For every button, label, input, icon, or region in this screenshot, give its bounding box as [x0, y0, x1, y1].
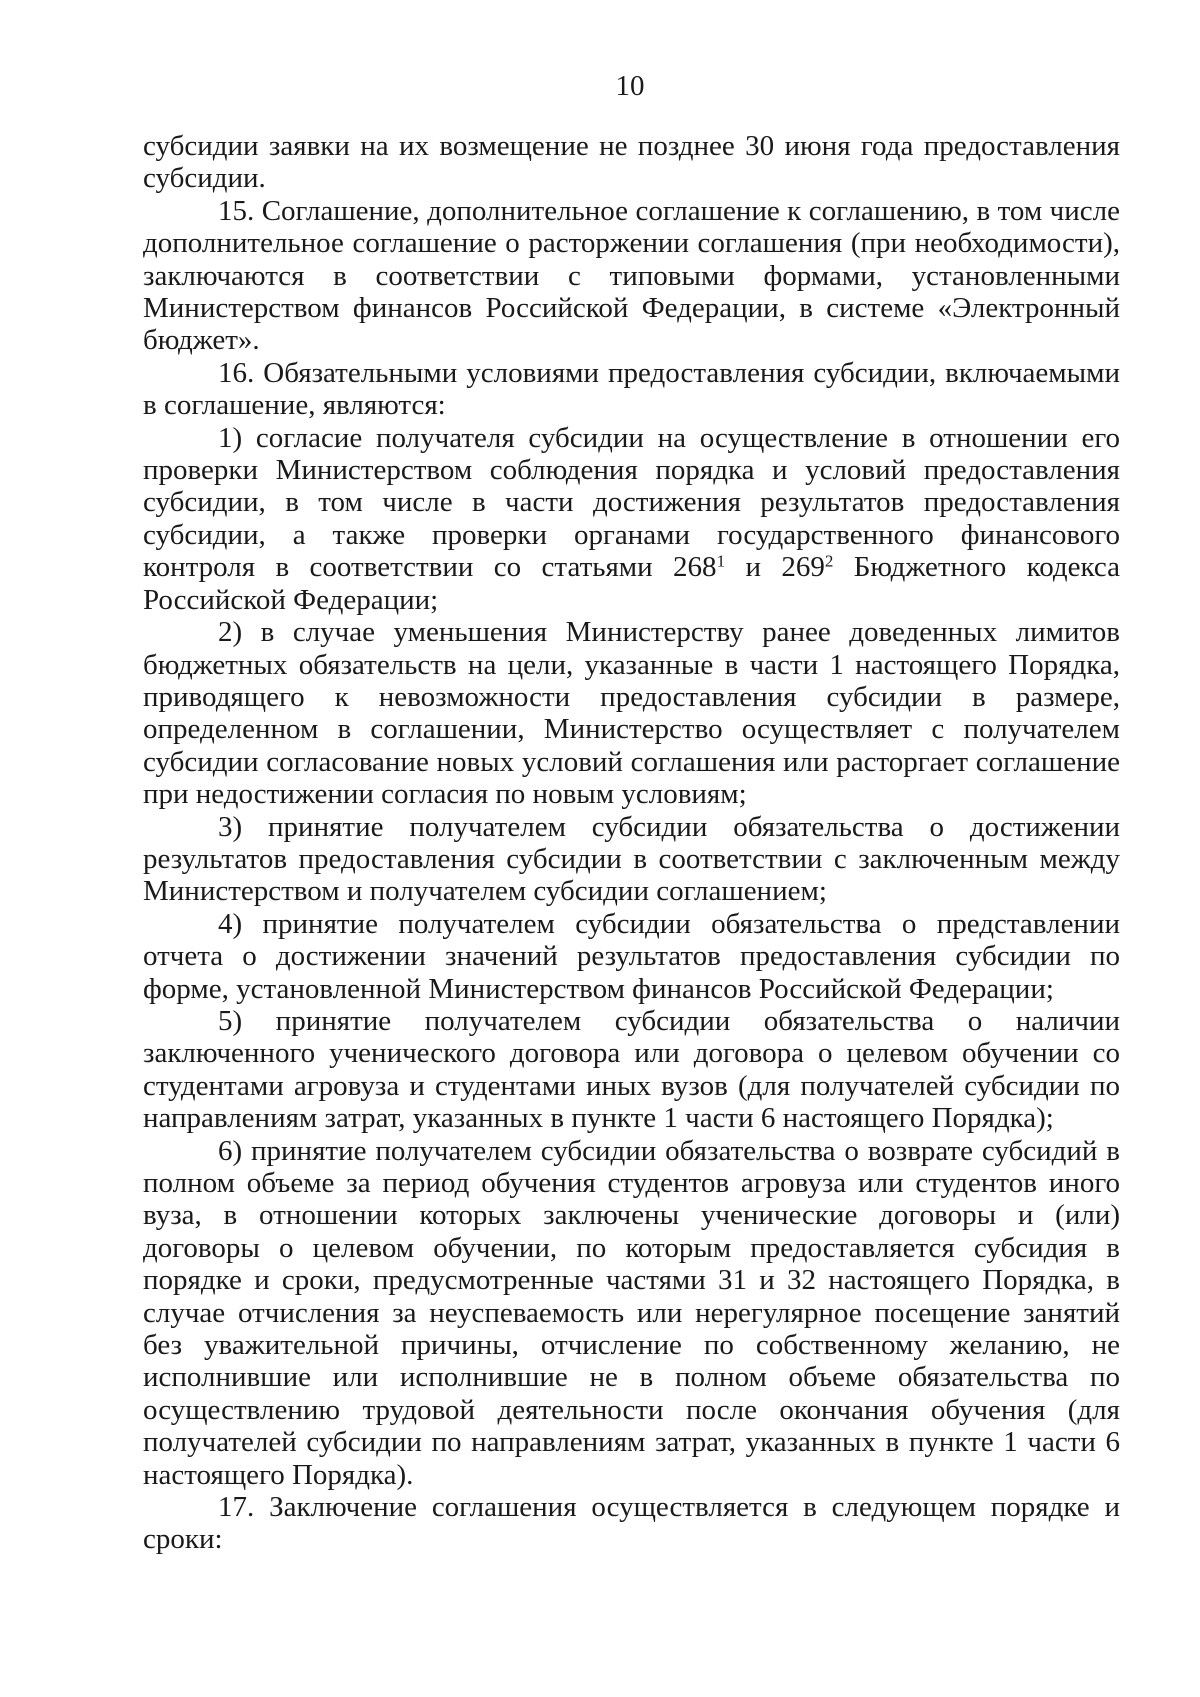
paragraph-16-item-6: 6) принятие получателем субсидии обязательства о возврате субсидий в полном объеме за период обучения студентов агровуза или студентов иного вуза, в отношении которых заключены ученические договоры и (или) договоры о целевом обучении, по которым предоставляется субсидия в порядке и сроки, предусмотренные частями 31 и 32 настоящего Порядка, в случае отчисления за неуспеваемость или нерегулярное посещение занятий без уважительной причины, отчисление по собственному желанию, не исполнившие или исполнившие не в полном объеме обязательства по осуществлению трудовой деятельности после окончания обучения (для получателей субсидии по направлениям затрат, указанных в пункте 1 части 6 настоящего Порядка). [143, 1134, 1120, 1491]
page-number: 10 [615, 70, 645, 102]
paragraph-15: 15. Соглашение, дополнительное соглашение к соглашению, в том числе дополнительное соглашение о расторжении соглашения (при необходимости), заключаются в соответствии с типовыми формами, установленными Министерством финансов Российской Федерации, в системе «Электронный бюджет». [143, 194, 1120, 357]
superscript-1: 1 [716, 551, 726, 571]
item-1-text-before: 1) согласие получателя субсидии на осуществление в отношении его проверки Министерством соблюдения порядка и условий предоставления субсидии, в том числе в части достижения результатов предоставления субсидии, а также проверки органами государственного финансового контроля в соответствии со статьями 268 [143, 421, 1120, 584]
document-body [143, 130, 1120, 1556]
paragraph-16: 16. Обязательными условиями предоставления субсидии, включаемыми в соглашение, являются: [143, 356, 1120, 422]
paragraph-17: 17. Заключение соглашения осуществляется в следующем порядке и сроки: [143, 1491, 1120, 1556]
paragraph-16-item-2: 2) в случае уменьшения Министерству ранее доведенных лимитов бюджетных обязательств на цели, указанные в части 1 настоящего Порядка, приводящего к невозможности предоставления субсидии в размере, определенном в соглашении, Министерство осуществляет с получателем субсидии согласование новых условий соглашения или расторгает соглашение при недостижении согласия по новым условиям; [143, 616, 1120, 811]
paragraph-16-item-1 [143, 422, 1120, 616]
paragraph-continuation: субсидии заявки на их возмещение не позднее 30 июня года предоставления субсидии. [143, 130, 1120, 195]
item-1-text-mid: и 269 [725, 551, 825, 584]
superscript-2: 2 [824, 551, 834, 571]
paragraph-16-item-5: 5) принятие получателем субсидии обязательства о наличии заключенного ученического договора или договора о целевом обучении со студентами агровуза и студентами иных вузов (для получателей субсидии по направлениям затрат, указанных в пункте 1 части 6 настоящего Порядка); [143, 1004, 1120, 1135]
paragraph-16-item-4: 4) принятие получателем субсидии обязательства о представлении отчета о достижении значений результатов предоставления субсидии по форме, установленной Министерством финансов Российской Федерации; [143, 907, 1120, 1005]
paragraph-16-item-3: 3) принятие получателем субсидии обязательства о достижении результатов предоставления субсидии в соответствии с заключенным между Министерством и получателем субсидии соглашением; [143, 810, 1120, 908]
item-1-text-after: Бюджетного кодекса Российской Федерации; [143, 551, 1120, 616]
